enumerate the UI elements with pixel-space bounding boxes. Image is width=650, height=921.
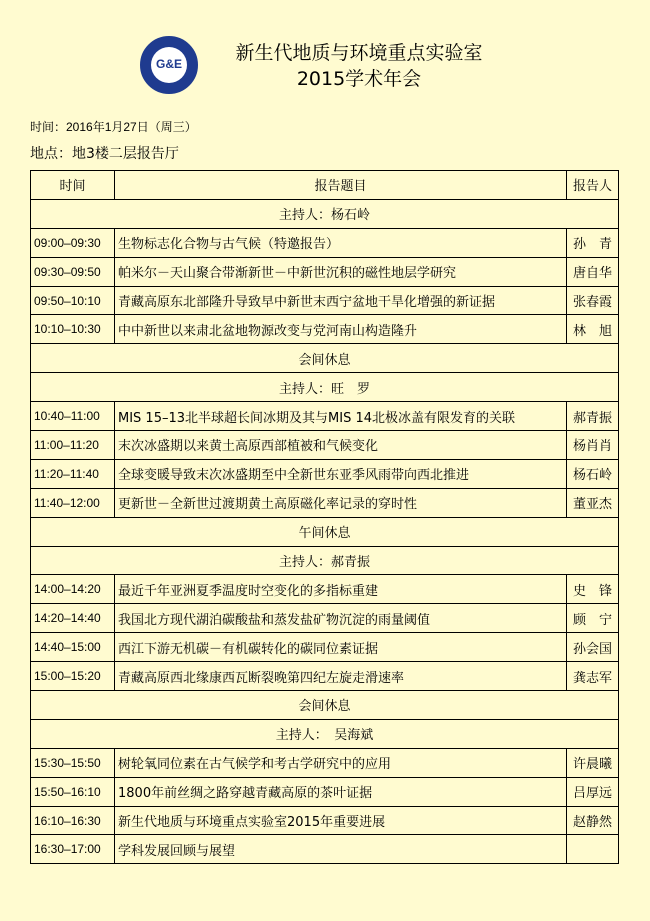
talk-speaker: 赵静然 xyxy=(567,806,619,835)
table-row xyxy=(31,662,619,691)
lab-logo xyxy=(140,36,198,94)
session-chair: 主持人： 吴海斌 xyxy=(31,719,619,748)
table-row xyxy=(31,402,619,431)
talk-speaker: 张春霞 xyxy=(567,286,619,315)
table-row xyxy=(31,575,619,604)
talk-speaker: 郝青振 xyxy=(567,402,619,431)
page-title xyxy=(204,40,514,92)
talk-topic: 最近千年亚洲夏季温度时空变化的多指标重建 xyxy=(115,575,567,604)
talk-time: 16:10–16:30 xyxy=(31,806,115,835)
talk-speaker: 史 锋 xyxy=(567,575,619,604)
talk-time: 15:30–15:50 xyxy=(31,748,115,777)
talk-time: 15:00–15:20 xyxy=(31,662,115,691)
logo-text: G&E xyxy=(155,57,182,71)
header-speaker: 报告人 xyxy=(567,171,619,200)
meeting-place: 地点：地3楼二层报告厅 xyxy=(30,146,179,162)
talk-speaker: 顾 宁 xyxy=(567,604,619,633)
talk-time: 16:30–17:00 xyxy=(31,835,115,864)
talk-time: 09:00–09:30 xyxy=(31,228,115,257)
talk-speaker: 董亚杰 xyxy=(567,488,619,517)
header-topic: 报告题目 xyxy=(115,171,567,200)
talk-speaker: 林 旭 xyxy=(567,315,619,344)
schedule-table xyxy=(30,170,619,864)
break-label: 午间休息 xyxy=(31,517,619,546)
break-row xyxy=(31,691,619,720)
talk-time: 10:10–10:30 xyxy=(31,315,115,344)
table-row xyxy=(31,286,619,315)
session-chair: 主持人：旺 罗 xyxy=(31,373,619,402)
talk-topic: 西江下游无机碳－有机碳转化的碳同位素证据 xyxy=(115,633,567,662)
talk-topic: 更新世－全新世过渡期黄土高原磁化率记录的穿时性 xyxy=(115,488,567,517)
talk-topic: 新生代地质与环境重点实验室2015年重要进展 xyxy=(115,806,567,835)
header xyxy=(0,30,650,100)
talk-topic: 帕米尔－天山聚合带渐新世－中新世沉积的磁性地层学研究 xyxy=(115,257,567,286)
talk-topic: MIS 15–13北半球超长间冰期及其与MIS 14北极冰盖有限发育的关联 xyxy=(115,402,567,431)
table-row xyxy=(31,459,619,488)
talk-topic: 生物标志化合物与古气候（特邀报告） xyxy=(115,228,567,257)
chair-row xyxy=(31,373,619,402)
table-row xyxy=(31,806,619,835)
break-label: 会间休息 xyxy=(31,344,619,373)
table-row xyxy=(31,633,619,662)
schedule-body xyxy=(31,199,619,863)
talk-topic: 树轮氧同位素在古气候学和考古学研究中的应用 xyxy=(115,748,567,777)
talk-time: 09:50–10:10 xyxy=(31,286,115,315)
talk-speaker: 孙 青 xyxy=(567,228,619,257)
talk-topic: 全球变暖导致末次冰盛期至中全新世东亚季风雨带向西北推进 xyxy=(115,459,567,488)
talk-time: 14:40–15:00 xyxy=(31,633,115,662)
title-line-2: 2015学术年会 xyxy=(296,68,422,90)
session-chair: 主持人：郝青振 xyxy=(31,546,619,575)
talk-topic: 中中新世以来肃北盆地物源改变与党河南山构造隆升 xyxy=(115,315,567,344)
talk-time: 11:20–11:40 xyxy=(31,459,115,488)
talk-time: 15:50–16:10 xyxy=(31,777,115,806)
talk-speaker: 杨石岭 xyxy=(567,459,619,488)
talk-speaker: 孙会国 xyxy=(567,633,619,662)
table-row xyxy=(31,748,619,777)
chair-row xyxy=(31,546,619,575)
talk-time: 14:00–14:20 xyxy=(31,575,115,604)
talk-topic: 我国北方现代湖泊碳酸盐和蒸发盐矿物沉淀的雨量阈值 xyxy=(115,604,567,633)
break-label: 会间休息 xyxy=(31,691,619,720)
table-row xyxy=(31,488,619,517)
talk-speaker: 许晨曦 xyxy=(567,748,619,777)
talk-speaker: 杨肖肖 xyxy=(567,431,619,460)
chair-row xyxy=(31,719,619,748)
talk-time: 14:20–14:40 xyxy=(31,604,115,633)
talk-topic: 青藏高原西北缘康西瓦断裂晚第四纪左旋走滑速率 xyxy=(115,662,567,691)
table-row xyxy=(31,604,619,633)
session-chair: 主持人：杨石岭 xyxy=(31,199,619,228)
talk-time: 09:30–09:50 xyxy=(31,257,115,286)
chair-row xyxy=(31,199,619,228)
talk-speaker: 吕厚远 xyxy=(567,777,619,806)
break-row xyxy=(31,517,619,546)
table-row xyxy=(31,777,619,806)
talk-topic: 学科发展回顾与展望 xyxy=(115,835,567,864)
talk-speaker: 唐自华 xyxy=(567,257,619,286)
table-row xyxy=(31,228,619,257)
talk-topic: 末次冰盛期以来黄土高原西部植被和气候变化 xyxy=(115,431,567,460)
meeting-time: 时间：2016年1月27日（周三） xyxy=(30,120,197,134)
break-row xyxy=(31,344,619,373)
table-header-row xyxy=(31,171,619,200)
talk-time: 11:40–12:00 xyxy=(31,488,115,517)
talk-time: 10:40–11:00 xyxy=(31,402,115,431)
talk-speaker xyxy=(567,835,619,864)
table-row xyxy=(31,257,619,286)
talk-speaker: 龚志军 xyxy=(567,662,619,691)
table-row xyxy=(31,431,619,460)
talk-time: 11:00–11:20 xyxy=(31,431,115,460)
header-time: 时间 xyxy=(31,171,115,200)
talk-topic: 青藏高原东北部隆升导致早中新世末西宁盆地干旱化增强的新证据 xyxy=(115,286,567,315)
table-row xyxy=(31,315,619,344)
title-line-1: 新生代地质与环境重点实验室 xyxy=(235,42,483,64)
table-row xyxy=(31,835,619,864)
talk-topic: 1800年前丝绸之路穿越青藏高原的茶叶证据 xyxy=(115,777,567,806)
